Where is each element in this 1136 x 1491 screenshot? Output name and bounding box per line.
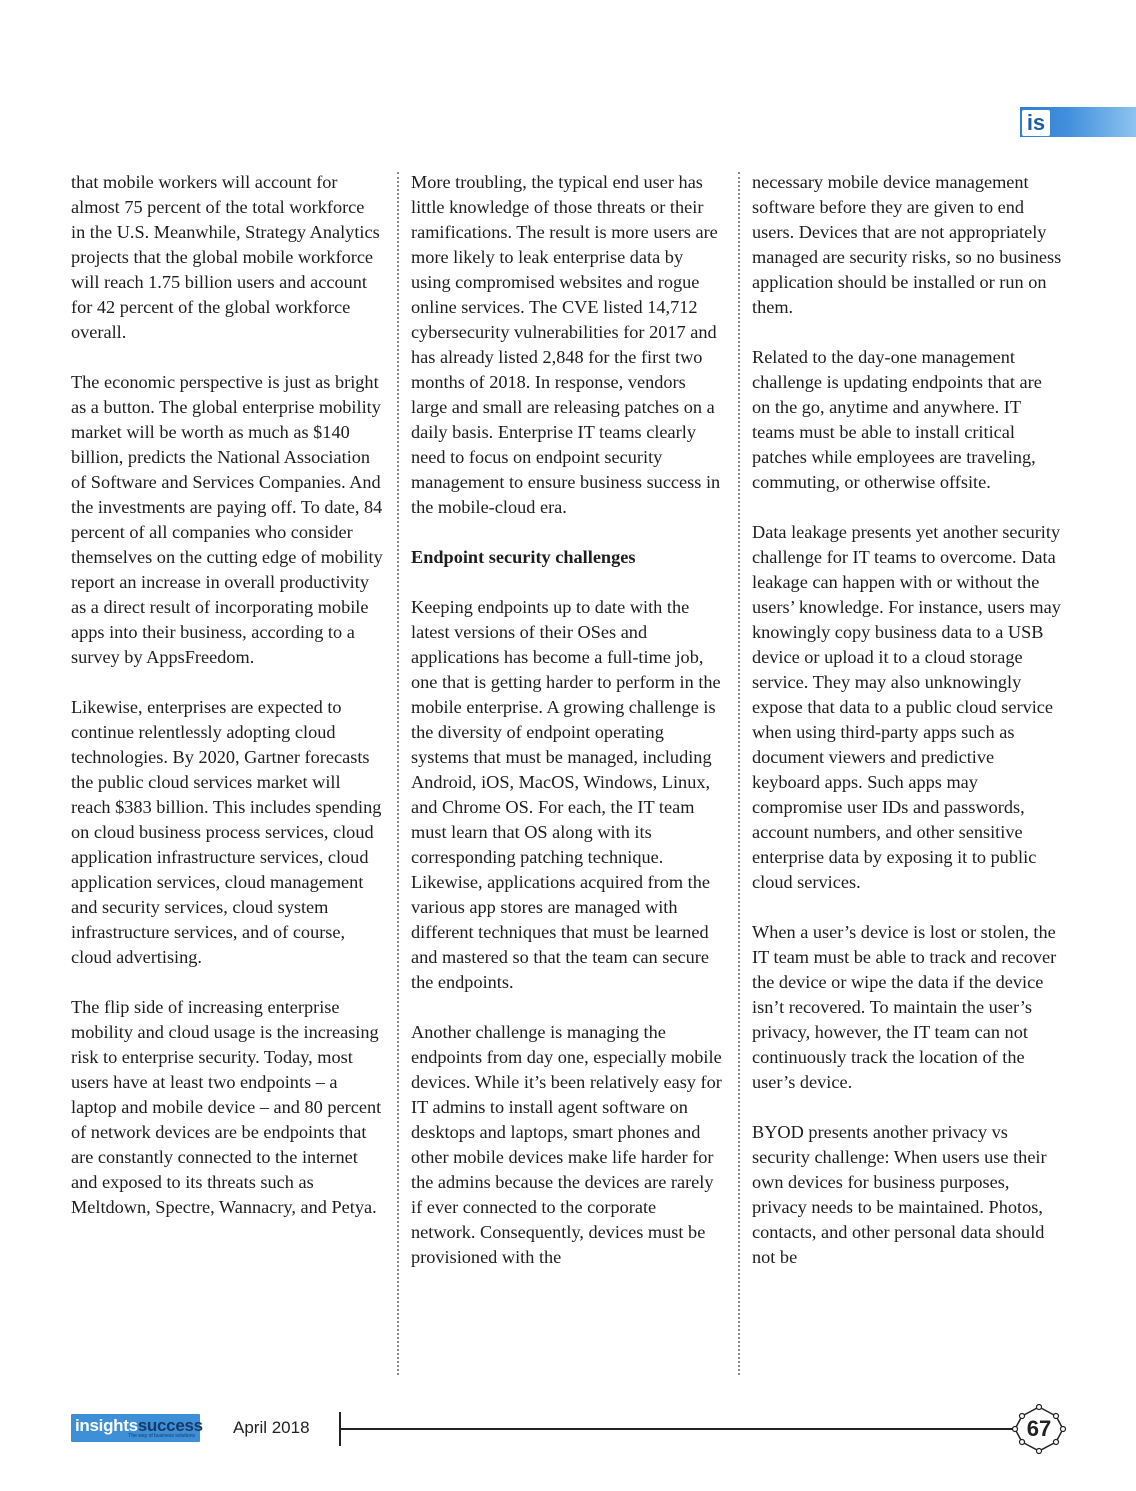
paragraph: Related to the day-one management challenge is updating endpoints that are on the go, anytime and anywhere. IT teams must be able to install critical patches while employees are traveling, commuting, or otherwise offsite.: [752, 347, 1042, 492]
logo-word-2: success: [137, 1416, 203, 1435]
article-column-1: [71, 170, 383, 1245]
brand-logo-icon: [1022, 110, 1050, 136]
paragraph: BYOD presents another privacy vs security challenge: When users use their own devices for business purposes, privacy needs to be maintained. Photos, contacts, and other personal data should not be: [752, 1122, 1047, 1267]
article-column-2: [411, 170, 723, 1295]
logo-tagline: The way of business solutions: [128, 1433, 195, 1439]
footer-logo: [71, 1414, 203, 1442]
brand-mark-text: is: [1026, 110, 1046, 135]
page-number: 67: [1026, 1416, 1052, 1441]
column-divider: [738, 172, 740, 1375]
logo-word-1: insights: [75, 1416, 138, 1435]
article-column-3: [752, 170, 1064, 1295]
paragraph: Likewise, enterprises are expected to continue relentlessly adopting cloud technologies. By 2020, Gartner forecasts the public cloud services market will reach $383 billion. This includes spending on cloud business process services, cloud application infrastructure services, cloud application services, cloud management and security services, cloud system infrastructure services, and of course, cloud advertising.: [71, 697, 382, 967]
footer-rule: [340, 1428, 1013, 1430]
section-heading: Endpoint security challenges: [411, 547, 636, 567]
paragraph: The economic perspective is just as bright as a button. The global enterprise mobility market will be worth as much as $140 billion, predicts the National Association of Software and Services Companies. And the investments are paying off. To date, 84 percent of all companies who consider themselves on the cutting edge of mobility report an increase in overall productivity as a direct result of incorporating mobile apps into their business, according to a survey by AppsFreedom.: [71, 372, 383, 667]
paragraph: Another challenge is managing the endpoints from day one, especially mobile devices. While it’s been relatively easy for IT admins to install agent software on desktops and laptops, smart phones and other mobile devices make life harder for the admins because the devices are rarely if ever connected to the corporate network. Consequently, devices must be provisioned with the: [411, 1022, 722, 1267]
paragraph: More troubling, the typical end user has little knowledge of those threats or their ramifications. The result is more users are more likely to leak enterprise data by using compromised websites and rogue online services. The CVE listed 14,712 cybersecurity vulnerabilities for 2017 and has already listed 2,848 for the first two months of 2018. In response, vendors large and small are releasing patches on a daily basis. Enterprise IT teams clearly need to focus on endpoint security management to ensure business success in the mobile-cloud era.: [411, 172, 721, 517]
paragraph: The flip side of increasing enterprise mobility and cloud usage is the increasing risk to enterprise security. Today, most users have at least two endpoints – a laptop and mobile device – and 80 percent of network devices are be endpoints that are constantly connected to the internet and exposed to its threats such as Meltdown, Spectre, Wannacry, and Petya.: [71, 997, 382, 1217]
paragraph: that mobile workers will account for almost 75 percent of the total workforce in the U.S. Meanwhile, Strategy Analytics projects that the global mobile workforce will reach 1.75 billion users and account for 42 percent of the global workforce overall.: [71, 172, 380, 342]
issue-date: April 2018: [233, 1418, 310, 1437]
paragraph: Data leakage presents yet another security challenge for IT teams to overcome. Data leakage can happen with or without the users’ knowledge. For instance, users may knowingly copy business data to a USB device or upload it to a cloud storage service. They may also unknowingly expose that data to a public cloud service when using third-party apps such as document viewers and predictive keyboard apps. Such apps may compromise user IDs and passwords, account numbers, and other sensitive enterprise data by exposing it to public cloud services.: [752, 522, 1061, 892]
paragraph: Keeping endpoints up to date with the latest versions of their OSes and applications has become a full-time job, one that is getting harder to perform in the mobile enterprise. A growing challenge is the diversity of endpoint operating systems that must be managed, including Android, iOS, MacOS, Windows, Linux, and Chrome OS. For each, the IT team must learn that OS along with its corresponding patching technique. Likewise, applications acquired from the various app stores are managed with different techniques that must be learned and mastered so that the team can secure the endpoints.: [411, 597, 721, 992]
paragraph: When a user’s device is lost or stolen, the IT team must be able to track and recover the device or wipe the data if the device isn’t recovered. To maintain the user’s privacy, however, the IT team can not continuously track the location of the user’s device.: [752, 922, 1057, 1092]
paragraph: necessary mobile device management software before they are given to end users. Devices that are not appropriately managed are security risks, so no business application should be installed or run on them.: [752, 172, 1062, 317]
column-divider: [397, 172, 399, 1375]
